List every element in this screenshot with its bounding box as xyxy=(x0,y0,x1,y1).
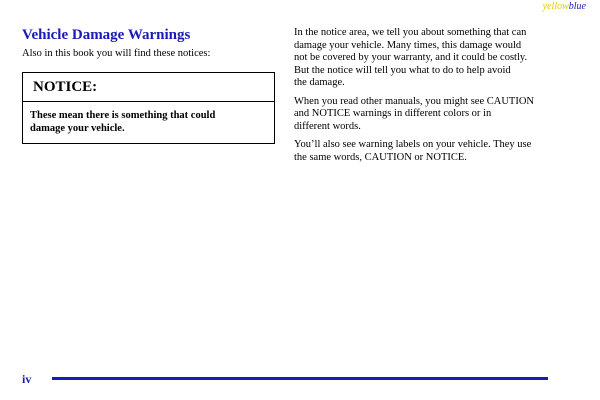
notice-line: damage your vehicle. xyxy=(30,123,125,134)
footer-rule xyxy=(52,377,548,380)
text-line: damage your vehicle. Many times, this damage would xyxy=(294,39,522,51)
paragraph-warning-labels xyxy=(294,139,556,164)
notice-box xyxy=(22,72,275,144)
intro-text: Also in this book you will find these notices: xyxy=(22,48,211,59)
right-column xyxy=(294,27,556,170)
text-line: the same words, CAUTION or NOTICE. xyxy=(294,151,467,163)
notice-heading: NOTICE: xyxy=(23,73,274,102)
page-number: iv xyxy=(22,372,32,386)
paragraph-other-manuals xyxy=(294,96,556,134)
notice-body xyxy=(23,102,274,143)
left-column xyxy=(22,26,278,144)
text-line: You’ll also see warning labels on your vehicle. They use xyxy=(294,139,532,150)
section-title: Vehicle Damage Warnings xyxy=(22,27,191,43)
text-line: the damage. xyxy=(294,77,345,88)
corner-tag-blue: blue xyxy=(568,1,586,12)
corner-color-tag xyxy=(543,1,586,13)
text-line: In the notice area, we tell you about something that can xyxy=(294,27,527,38)
text-line: But the notice will tell you what to do to help avoid xyxy=(294,64,511,76)
text-line: different words. xyxy=(294,120,361,132)
corner-tag-yellow: yellow xyxy=(542,1,569,12)
text-line: not be covered by your warranty, and it could be costly. xyxy=(294,52,528,63)
text-line: and NOTICE warnings in different colors or in xyxy=(294,108,492,119)
notice-line: These mean there is something that could xyxy=(30,110,216,121)
paragraph-notice-area xyxy=(294,27,556,90)
text-line: When you read other manuals, you might see CAUTION xyxy=(294,95,534,107)
